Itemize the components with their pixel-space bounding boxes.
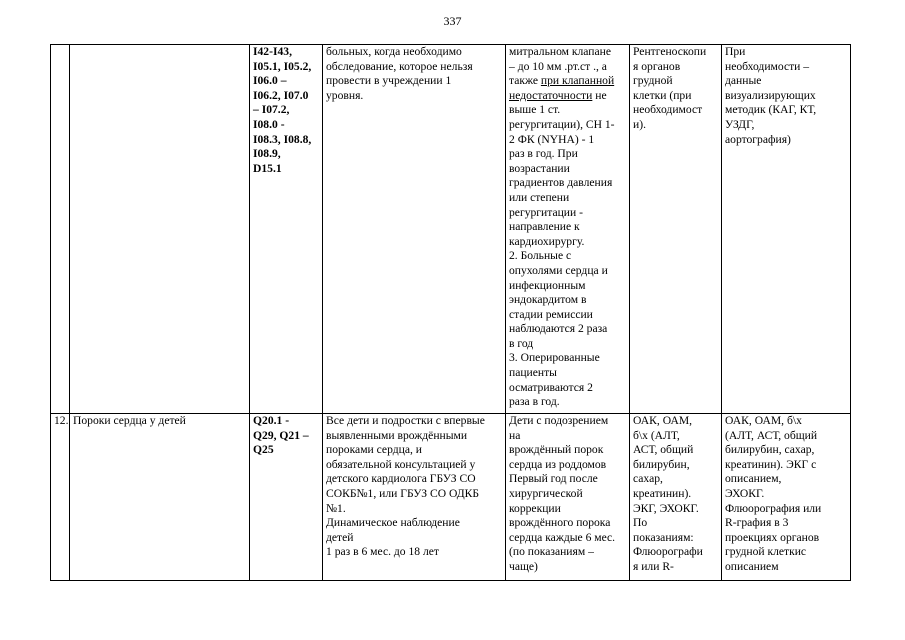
extra-line: билирубин, сахар, xyxy=(725,443,815,457)
frequency-line: выше 1 ст. xyxy=(509,103,561,117)
frequency-line: коррекции xyxy=(509,501,561,515)
exams-cell xyxy=(630,414,722,581)
extra-line: Флюорография или xyxy=(725,501,822,515)
observation-line: Динамическое наблюдение xyxy=(326,516,460,530)
icd-code-line: Q20.1 - xyxy=(253,414,290,427)
page-number: 337 xyxy=(443,14,462,28)
frequency-line: наблюдаются 2 раза xyxy=(509,322,608,336)
exams-line: и). xyxy=(633,117,646,131)
frequency-line: врождённого порока xyxy=(509,516,611,530)
exams-line: б\х (АЛТ, xyxy=(633,428,680,442)
frequency-line: градиентов давления xyxy=(509,176,613,190)
row-number-cell xyxy=(51,414,70,581)
disease-name: Пороки сердца у детей xyxy=(73,414,186,427)
observation-line: больных, когда необходимо xyxy=(326,45,462,58)
observation-cell xyxy=(323,414,506,581)
icd-code-line: – I07.2, xyxy=(253,103,290,117)
icd-code-line: I42-I43, xyxy=(253,45,292,58)
exams-line: Рентгеноскопи xyxy=(633,45,707,58)
extra-line: R-графия в 3 xyxy=(725,516,789,530)
observation-line: Все дети и подростки с впервые xyxy=(326,414,485,427)
icd-code-line: I08.3, I08.8, xyxy=(253,132,312,146)
frequency-line: сердца каждые 6 мес. xyxy=(509,530,616,544)
icd-code-line: I08.0 - xyxy=(253,117,285,131)
frequency-line: сердца из роддомов xyxy=(509,457,607,471)
frequency-line: – до 10 мм .рт.ст ., а xyxy=(509,59,607,73)
icd-code-line: Q29, Q21 – xyxy=(253,428,309,442)
frequency-line: Первый год после xyxy=(509,472,598,486)
row-number-cell xyxy=(51,45,70,414)
disease-cell xyxy=(70,45,250,414)
exams-line: необходимост xyxy=(633,103,703,117)
frequency-line: Дети с подозрением xyxy=(509,414,609,427)
frequency-line: 2 ФК (NYHA) - 1 xyxy=(509,132,595,146)
extra-line: грудной клеткис xyxy=(725,545,807,559)
observation-line: обследование, которое нельзя xyxy=(326,59,473,73)
icd-code-line: I05.1, I05.2, xyxy=(253,59,312,73)
frequency-line: раза в год. xyxy=(509,395,560,409)
extra-line: визуализирующих xyxy=(725,88,816,102)
frequency-line: возрастании xyxy=(509,161,570,175)
exams-line: ОАК, ОАМ, xyxy=(633,414,693,427)
underlined-text: при клапанной xyxy=(540,74,615,88)
exams-line: билирубин, xyxy=(633,457,690,471)
observation-line: детей xyxy=(326,530,354,544)
extra-exams-cell xyxy=(722,414,851,581)
extra-line: данные xyxy=(725,74,762,88)
observation-line: провести в учреждении 1 xyxy=(326,74,452,88)
frequency-line: на xyxy=(509,428,521,442)
frequency-line: регургитации - xyxy=(509,205,583,219)
frequency-line: чаще) xyxy=(509,559,538,573)
icd-code-line: I08.9, xyxy=(253,147,281,161)
observation-line: №1. xyxy=(326,501,346,515)
frequency-line: врождённый порок xyxy=(509,443,604,457)
exams-line: креатинин). xyxy=(633,486,692,500)
frequency-line: 2. Больные с xyxy=(509,249,572,263)
row-number: 12. xyxy=(54,414,69,427)
extra-line: необходимости – xyxy=(725,59,810,73)
exams-line: я органов xyxy=(633,59,681,73)
underlined-text: недостаточности xyxy=(509,88,593,102)
observation-cell xyxy=(323,45,506,414)
frequency-line: опухолями сердца и xyxy=(509,263,608,277)
icd-code-line: I06.0 – xyxy=(253,74,287,88)
observation-line: 1 раз в 6 мес. до 18 лет xyxy=(326,545,439,559)
icd-codes-cell xyxy=(250,45,323,414)
frequency-text: не xyxy=(592,88,607,102)
exams-line: показаниям: xyxy=(633,530,694,544)
exams-line: я или R- xyxy=(633,559,674,573)
frequency-line: или степени xyxy=(509,190,570,204)
table-row xyxy=(51,45,851,414)
exams-line: грудной xyxy=(633,74,673,88)
extra-line: аортография) xyxy=(725,132,791,146)
frequency-line: инфекционным xyxy=(509,278,586,292)
extra-exams-cell xyxy=(722,45,851,414)
extra-line: При xyxy=(725,45,746,58)
frequency-line: в год xyxy=(509,336,534,350)
disease-cell xyxy=(70,414,250,581)
observation-line: СОКБ№1, или ГБУЗ СО ОДКБ xyxy=(326,486,480,500)
observation-line: пороками сердца, и xyxy=(326,443,422,457)
exams-line: По xyxy=(633,516,648,530)
frequency-line: раз в год. При xyxy=(509,147,578,161)
frequency-line: 3. Оперированные xyxy=(509,351,600,365)
extra-line: ЭХОКГ. xyxy=(725,486,765,500)
frequency-line: регургитации), СН 1- xyxy=(509,117,615,131)
frequency-line: пациенты xyxy=(509,366,557,380)
table-row xyxy=(51,414,851,581)
extra-line: креатинин). ЭКГ с xyxy=(725,457,817,471)
frequency-line: (по показаниям – xyxy=(509,545,594,559)
observation-line: обязательной консультацией у xyxy=(326,457,476,471)
icd-code-line: I06.2, I07.0 xyxy=(253,88,309,102)
frequency-line: митральном клапане xyxy=(509,45,611,58)
extra-line: описанием xyxy=(725,559,779,573)
frequency-line: эндокардитом в xyxy=(509,293,587,307)
exams-cell xyxy=(630,45,722,414)
frequency-line: стадии ремиссии xyxy=(509,307,593,321)
observation-line: уровня. xyxy=(326,88,364,102)
exams-line: АСТ, общий xyxy=(633,443,694,457)
frequency-line: направление к xyxy=(509,220,580,234)
clinical-table xyxy=(50,44,851,581)
extra-line: УЗДГ, xyxy=(725,117,755,131)
extra-line: описанием, xyxy=(725,472,782,486)
icd-code-line: D15.1 xyxy=(253,161,282,175)
icd-code-line: Q25 xyxy=(253,443,274,457)
observation-line: выявленными врождёнными xyxy=(326,428,468,442)
frequency-line: осматриваются 2 xyxy=(509,380,593,394)
extra-line: (АЛТ, АСТ, общий xyxy=(725,428,818,442)
icd-codes-cell xyxy=(250,414,323,581)
observation-line: детского кардиолога ГБУЗ СО xyxy=(326,472,476,486)
frequency-cell xyxy=(506,45,630,414)
extra-line: проекциях органов xyxy=(725,530,820,544)
extra-line: методик (КАГ, КТ, xyxy=(725,103,817,117)
exams-line: сахар, xyxy=(633,472,663,486)
exams-line: ЭКГ, ЭХОКГ. xyxy=(633,501,699,515)
exams-line: клетки (при xyxy=(633,88,692,102)
frequency-cell xyxy=(506,414,630,581)
frequency-line: хирургической xyxy=(509,486,583,500)
frequency-line xyxy=(509,74,626,89)
frequency-line xyxy=(509,89,626,104)
exams-line: Флюорографи xyxy=(633,545,703,559)
extra-line: ОАК, ОАМ, б\х xyxy=(725,414,802,427)
frequency-line: кардиохирургу. xyxy=(509,234,585,248)
frequency-text: также xyxy=(509,74,541,88)
